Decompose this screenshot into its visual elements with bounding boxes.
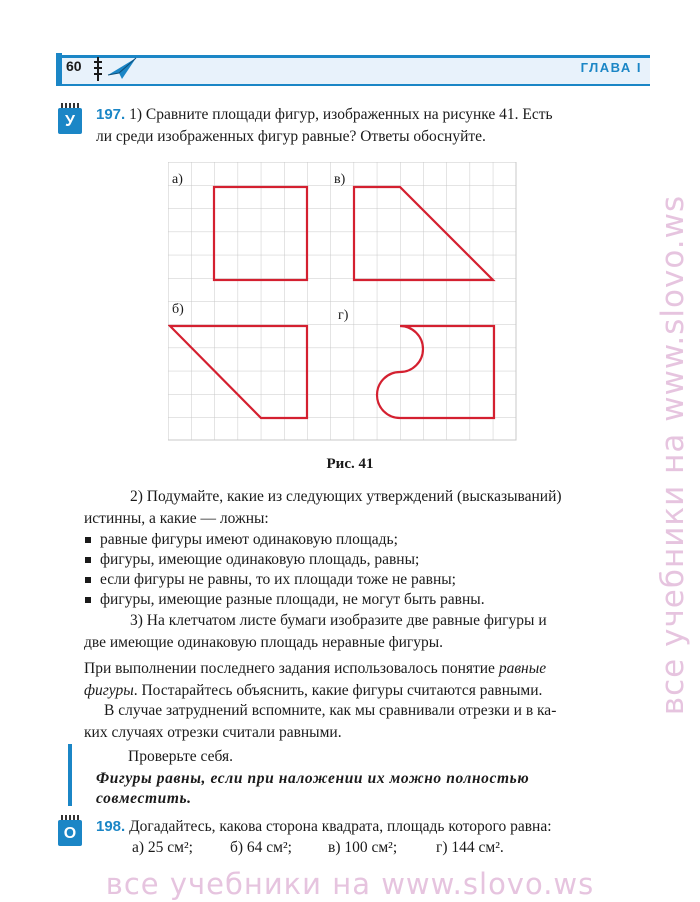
- para-1-line-1: [84, 658, 546, 680]
- check-rule-line-2: совместить.: [96, 790, 192, 807]
- fig-label-v: в): [334, 172, 346, 187]
- task-197-line-1: [96, 104, 553, 126]
- task-text: 1) Сравните площади фигур, изображенных на рисунке 41. Есть: [129, 106, 553, 123]
- side-watermark-text: все учебники на www.slovo.ws: [655, 194, 691, 716]
- bullet-item-4: фигуры, имеющие разные площади, не могут быть равны.: [100, 591, 485, 608]
- option-g: г) 144 см².: [436, 839, 504, 856]
- bullet-marker: [85, 597, 91, 603]
- part2-intro-1: 2) Подумайте, какие из следующих утверждений (высказываний): [130, 488, 562, 505]
- paper-plane-icon: [92, 55, 140, 83]
- para-2-line-1: В случае затруднений вспомните, как мы сравнивали отрезки и в ка-: [104, 702, 557, 719]
- figure-caption: Рис. 41: [326, 456, 374, 472]
- check-box-bar: [68, 744, 72, 806]
- side-watermark: [648, 110, 698, 800]
- option-a: а) 25 см²;: [132, 839, 193, 856]
- bullet-marker: [85, 537, 91, 543]
- task-198-line-1: [96, 816, 552, 838]
- fig-label-b: б): [172, 302, 184, 317]
- header-accent: [56, 53, 62, 86]
- task-badge-letter: У: [65, 113, 75, 130]
- task-badge-u: [58, 108, 82, 134]
- bullet-item-2: фигуры, имеющие одинаковую площадь, равны;: [100, 551, 420, 568]
- task-badge-letter: О: [63, 825, 77, 842]
- fig-label-a: а): [172, 172, 183, 187]
- part2-intro-2: истинны, а какие — ложны:: [84, 510, 269, 527]
- para-1-italic-2: фигуры: [84, 682, 134, 699]
- para-2-line-2: ких случаях отрезки считали равными.: [84, 724, 342, 741]
- task-number: 197.: [96, 106, 126, 123]
- task-number: 198.: [96, 818, 126, 835]
- figure-41: [168, 162, 520, 444]
- check-rule-line-1: Фигуры равны, если при наложении их можно полностью: [96, 770, 530, 787]
- part3-line-2: две имеющие одинаковую площадь неравные фигуры.: [84, 634, 444, 651]
- option-v: в) 100 см²;: [328, 839, 398, 856]
- fig-label-g: г): [338, 308, 349, 323]
- check-title: Проверьте себя.: [128, 748, 234, 765]
- bullet-marker: [85, 577, 91, 583]
- bullet-marker: [85, 557, 91, 563]
- option-b: б) 64 см²;: [230, 839, 292, 856]
- bottom-watermark: все учебники на www.slovo.ws: [105, 867, 595, 901]
- task-badge-o: [58, 820, 82, 846]
- task-197-line-2: ли среди изображенных фигур равные? Ответы обоснуйте.: [96, 128, 486, 145]
- para-1-italic: равные: [498, 660, 547, 677]
- header-band: [58, 55, 650, 86]
- task-text: Догадайтесь, какова сторона квадрата, площадь которого равна:: [129, 818, 552, 835]
- para-1-text: При выполнении последнего задания использовалось понятие: [84, 660, 499, 677]
- bullet-item-3: если фигуры не равны, то их площади тоже не равны;: [100, 571, 456, 588]
- part3-line-1: 3) На клетчатом листе бумаги изобразите две равные фигуры и: [130, 612, 547, 629]
- para-1-line-2: [84, 680, 542, 702]
- page-number: 60: [66, 58, 82, 74]
- bullet-item-1: равные фигуры имеют одинаковую площадь;: [100, 531, 398, 548]
- para-1-text-2: . Постарайтесь объяснить, какие фигуры считаются равными.: [133, 682, 543, 699]
- chapter-title: ГЛАВА I: [580, 60, 642, 75]
- grid: [168, 162, 516, 440]
